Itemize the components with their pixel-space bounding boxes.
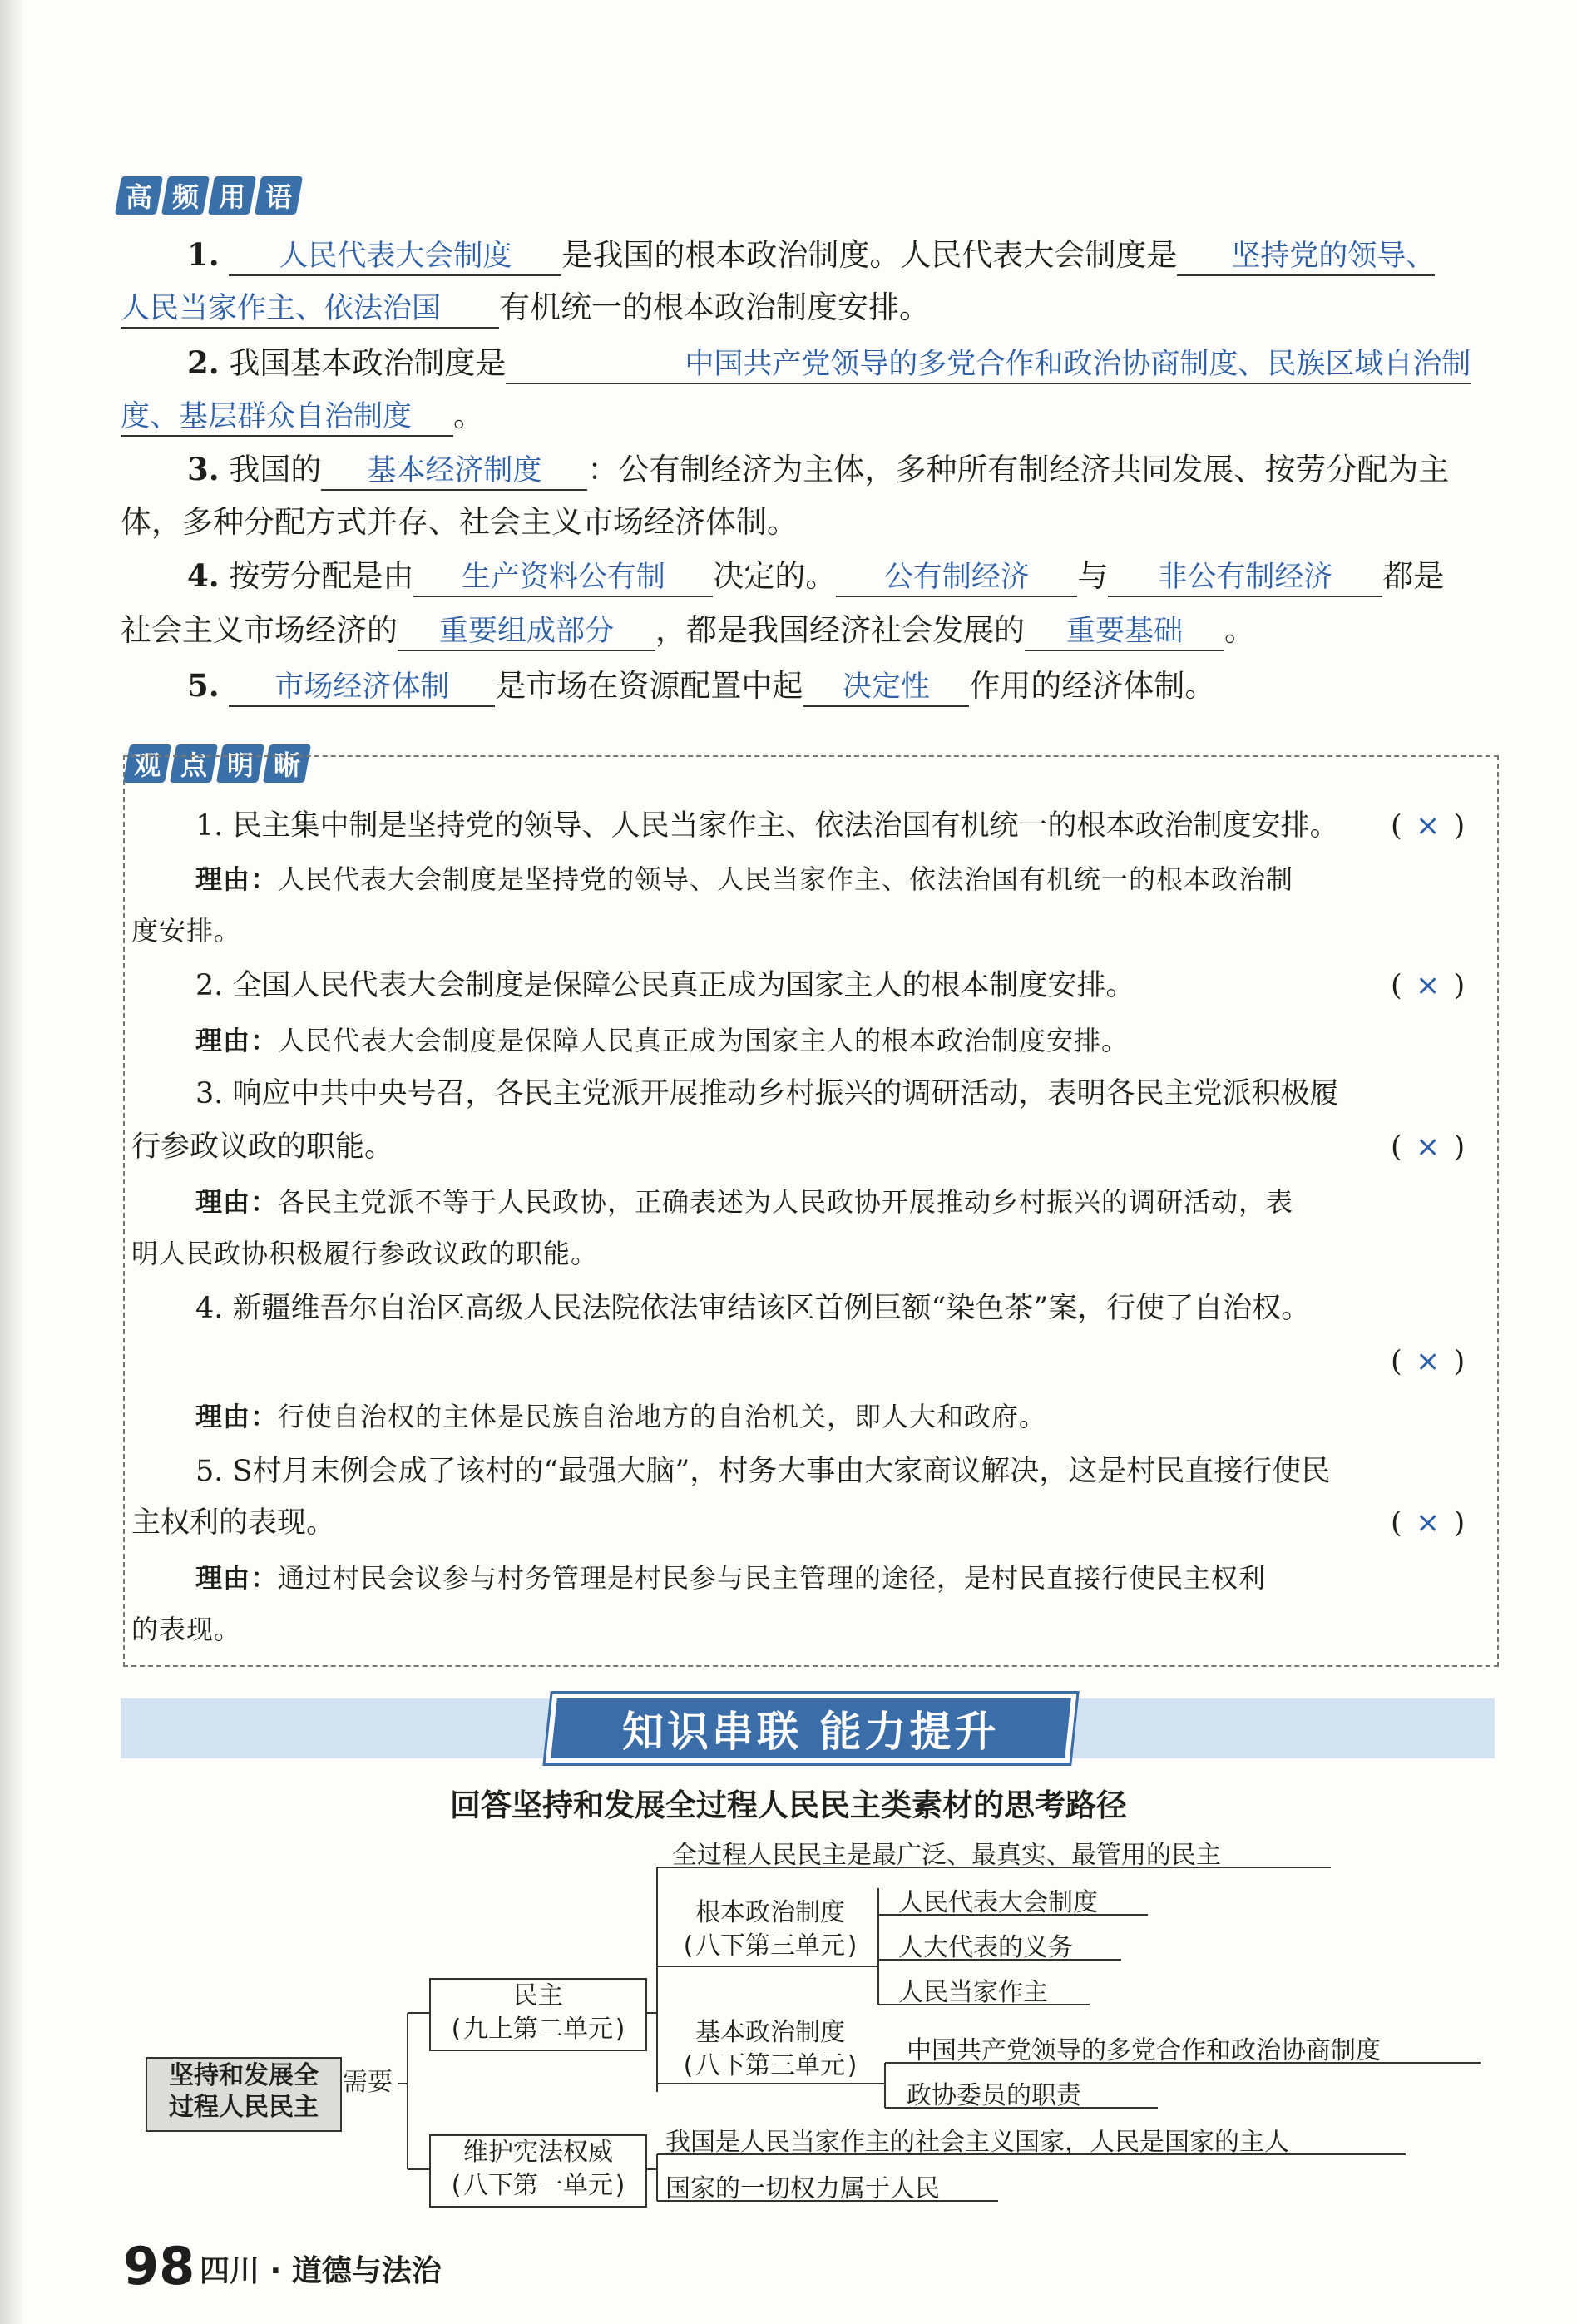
answer-blank: 重要组成部分 xyxy=(398,613,655,651)
answer-blank: 人民当家作主、依法治国 xyxy=(121,290,499,329)
item-text: 有机统一的根本政治制度安排。 xyxy=(499,289,930,325)
basic-item-2: 政协委员的职责 xyxy=(907,2081,1081,2110)
item-text: 决定的。 xyxy=(713,558,837,594)
judge-mark: ( × ) xyxy=(1391,1130,1466,1164)
answer-blank: 市场经济体制 xyxy=(229,669,495,707)
item-text: 体，多种分配方式并存、社会主义市场经济体制。 xyxy=(121,504,798,540)
fundamental-item-3: 人民当家作主 xyxy=(898,1978,1048,2007)
item-text: ，都是我国经济社会发展的 xyxy=(655,612,1025,648)
item-number: 4. xyxy=(187,557,220,594)
tag-char: 语 xyxy=(255,176,303,215)
judge-mark: ( × ) xyxy=(1391,1506,1466,1540)
answer-blank: 重要基础 xyxy=(1025,613,1224,651)
node-line: 根本政治制度 xyxy=(695,1898,846,1927)
statement-5-line1: 5. S村月末例会成了该村的“最强大脑”，村务大事由大家商议解决，这是村民直接行使民 xyxy=(195,1455,1331,1488)
statement-4: 4. 新疆维吾尔自治区高级人民法院依法审结该区首例巨额“染色茶”案，行使了自治权。 xyxy=(195,1292,1311,1325)
tag-char: 用 xyxy=(208,176,256,215)
node-line: (八下第三单元) xyxy=(680,2051,861,2080)
reason-1-line1: 理由：人民代表大会制度是坚持党的领导、人民当家作主、依法治国有机统一的根本政治制 xyxy=(195,863,1294,895)
root-line: 坚持和发展全 xyxy=(169,2061,319,2090)
fundamental-item-2: 人大代表的义务 xyxy=(898,1933,1073,1962)
item-number: 3. xyxy=(187,451,220,487)
fundamental-item-1: 人民代表大会制度 xyxy=(898,1888,1098,1917)
node-line: (九上第二单元) xyxy=(447,2015,629,2044)
item-text: 是我国的根本政治制度。人民代表大会制度是 xyxy=(561,237,1178,273)
answer-blank: 人民代表大会制度 xyxy=(229,238,561,276)
answer-blank: 非公有制经济 xyxy=(1108,559,1382,597)
reason-5-line1: 理由：通过村民会议参与村务管理是村民参与民主管理的途径，是村民直接行使民主权利 xyxy=(195,1562,1267,1594)
item-number: 5. xyxy=(187,667,220,704)
reason-3-line1: 理由：各民主党派不等于人民政协，正确表述为人民政协开展推动乡村振兴的调研活动，表 xyxy=(195,1186,1294,1218)
tag-char: 频 xyxy=(161,176,210,215)
need-label: 需要 xyxy=(343,2068,393,2097)
reason-4: 理由：行使自治权的主体是民族自治地方的自治机关，即人大和政府。 xyxy=(195,1401,1047,1432)
answer-blank: 公有制经济 xyxy=(836,559,1077,597)
statement-2: 2. 全国人民代表大会制度是保障公民真正成为国家主人的根本制度安排。 xyxy=(195,969,1135,1002)
constitution-item-2: 国家的一切权力属于人民 xyxy=(665,2174,940,2203)
reason-5-line2: 的表现。 xyxy=(131,1614,242,1645)
page-number: 98 xyxy=(123,2236,195,2297)
item-text: ：公有制经济为主体，多种所有制经济共同发展、按劳分配为主 xyxy=(587,452,1450,487)
item-text: 。 xyxy=(453,398,484,433)
node-democracy xyxy=(429,1978,647,2051)
item-text: 都是 xyxy=(1382,558,1445,594)
mindmap-root xyxy=(146,2057,342,2132)
item-text: 与 xyxy=(1077,558,1109,594)
constitution-item-1: 我国是人民当家作主的社会主义国家，人民是国家的主人 xyxy=(665,2128,1289,2157)
item-text: 。 xyxy=(1224,612,1255,648)
section-banner: 知识串联 能力提升 xyxy=(546,1694,1077,1763)
item-text: 按劳分配是由 xyxy=(229,558,414,594)
judge-mark: ( × ) xyxy=(1391,969,1466,1002)
node-basic xyxy=(680,2016,860,2083)
basic-item-1: 中国共产党领导的多党合作和政治协商制度 xyxy=(907,2036,1381,2065)
node-constitution xyxy=(429,2134,647,2208)
tag-char: 点 xyxy=(170,744,218,783)
tag-char: 晰 xyxy=(263,744,311,783)
tag-char: 明 xyxy=(216,744,264,783)
reason-3-line2: 明人民政协积极履行参政议政的职能。 xyxy=(131,1238,599,1269)
item-text: 社会主义市场经济的 xyxy=(121,612,398,648)
node-whole-process: 全过程人民民主是最广泛、最真实、最管用的民主 xyxy=(672,1841,1221,1870)
footer-subject: 四川 · 道德与法治 xyxy=(200,2254,442,2288)
node-line: (八下第一单元) xyxy=(447,2171,629,2200)
item-number: 2. xyxy=(187,344,220,381)
reason-1-line2: 度安排。 xyxy=(131,915,242,947)
node-line: 维护宪法权威 xyxy=(463,2138,613,2167)
judge-mark: ( × ) xyxy=(1391,1345,1466,1378)
answer-blank: 基本经济制度 xyxy=(321,452,587,491)
statement-1: 1. 民主集中制是坚持党的领导、人民当家作主、依法治国有机统一的根本政治制度安排。 xyxy=(195,809,1339,843)
node-line: (八下第三单元) xyxy=(680,1931,861,1961)
root-line: 过程人民民主 xyxy=(169,2093,319,2122)
tag-char: 观 xyxy=(123,744,171,783)
answer-blank: 中国共产党领导的多党合作和政治协商制度、民族区域自治制 xyxy=(506,346,1471,384)
node-line: 基本政治制度 xyxy=(695,2018,846,2047)
mindmap-title: 回答坚持和发展全过程人民民主类素材的思考路径 xyxy=(450,1788,1127,1823)
statement-3-line1: 3. 响应中共中央号召，各民主党派开展推动乡村振兴的调研活动，表明各民主党派积极履 xyxy=(195,1077,1339,1110)
item-text: 是市场在资源配置中起 xyxy=(495,668,803,704)
item-number: 1. xyxy=(187,236,220,273)
node-line: 民主 xyxy=(513,1981,563,2010)
answer-blank: 生产资料公有制 xyxy=(413,559,713,597)
item-text: 我国基本政治制度是 xyxy=(229,345,507,381)
statement-3-line2: 行参政议政的职能。 xyxy=(131,1130,394,1164)
item-text: 我国的 xyxy=(229,452,322,487)
tag-char: 高 xyxy=(115,176,163,215)
node-fundamental xyxy=(680,1896,860,1963)
answer-blank: 度、基层群众自治制度 xyxy=(121,398,453,437)
reason-2: 理由：人民代表大会制度是保障人民真正成为国家主人的根本政治制度安排。 xyxy=(195,1025,1130,1056)
answer-blank: 决定性 xyxy=(803,669,969,707)
statement-5-line2: 主权利的表现。 xyxy=(131,1506,336,1540)
judge-mark: ( × ) xyxy=(1391,809,1466,843)
item-text: 作用的经济体制。 xyxy=(969,668,1216,704)
answer-blank: 坚持党的领导、 xyxy=(1177,238,1435,276)
